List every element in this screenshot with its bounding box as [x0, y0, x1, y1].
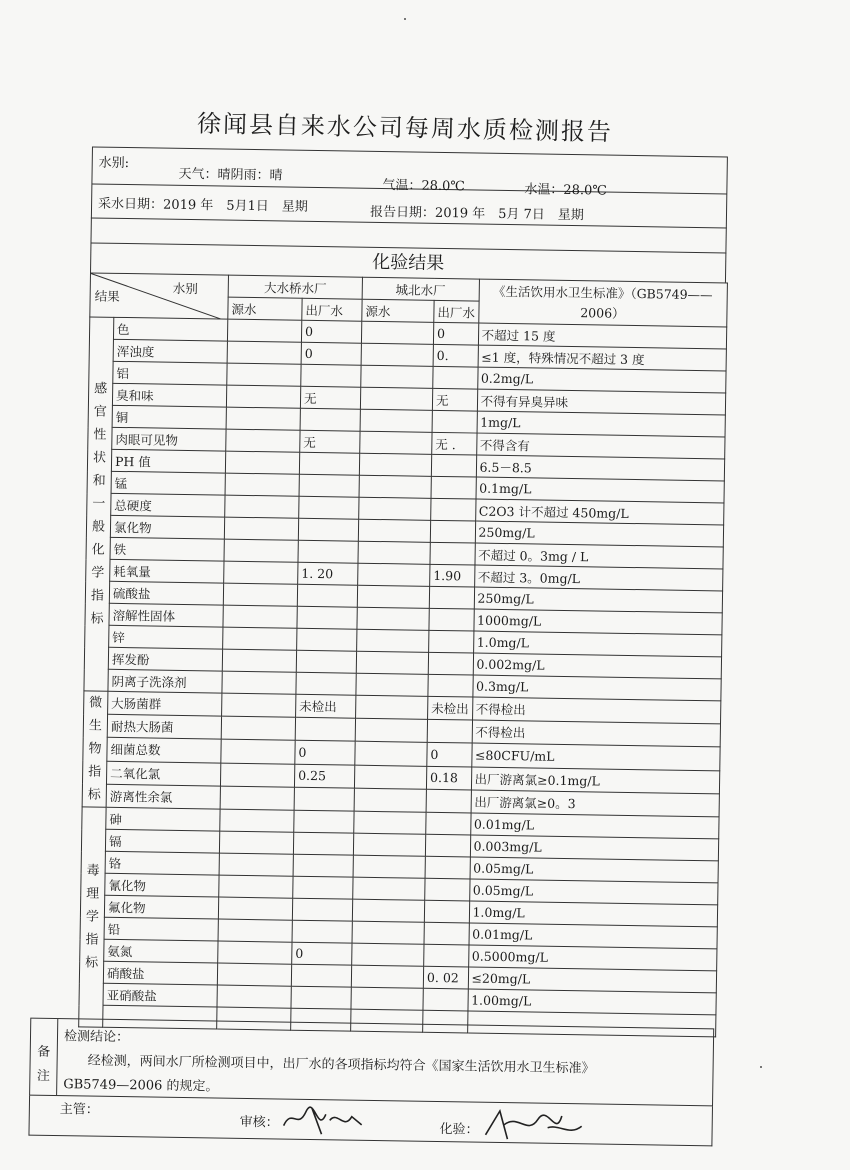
weather-field: 天气：晴阴雨：晴: [178, 166, 283, 184]
value-cell: [292, 920, 352, 943]
value-cell: [426, 812, 471, 835]
value-cell: 无: [300, 430, 360, 453]
value-cell: [227, 319, 301, 342]
value-cell: [360, 387, 432, 410]
value-cell: 0. 02: [423, 966, 468, 989]
standard-cell: 0.05mg/L: [469, 879, 717, 905]
value-cell: 0: [295, 741, 355, 765]
value-cell: [353, 877, 425, 900]
item-name: 二氧化氯: [106, 761, 220, 786]
item-name: 氰化物: [105, 873, 219, 897]
standard-cell: 0.2mg/L: [477, 367, 725, 393]
group-label: 毒理学指标: [79, 807, 106, 1027]
value-cell: 无: [432, 388, 477, 411]
value-cell: [431, 454, 476, 477]
results-table: [78, 272, 727, 1037]
value-cell: [222, 693, 296, 717]
conclusion-line-2: GB5749—2006 的规定。: [63, 1077, 219, 1095]
conclusion-line-1: 经检测，两间水厂所检测项目中，出厂水的各项指标均符合《国家生活饮用水卫生标准》: [87, 1053, 595, 1077]
value-cell: [299, 496, 359, 519]
value-cell: [222, 671, 296, 694]
value-cell: [219, 831, 293, 854]
value-cell: [351, 987, 423, 1010]
value-cell: [223, 583, 297, 606]
value-cell: [218, 919, 292, 942]
value-cell: [227, 363, 301, 386]
item-name: 游离性余氯: [106, 784, 220, 809]
value-cell: [360, 409, 432, 432]
remarks-box: [29, 1018, 714, 1107]
value-cell: [428, 652, 473, 675]
standard-cell: 不超过 15 度: [478, 323, 726, 349]
value-cell: [358, 541, 430, 564]
standard-cell: 0.05mg/L: [470, 857, 718, 883]
water-type-label: 水别:: [98, 155, 130, 172]
value-cell: [218, 941, 292, 964]
conclusion-label: 检测结论：: [63, 1029, 130, 1046]
standard-cell: 不得有异臭异味: [477, 389, 725, 415]
value-cell: [361, 321, 433, 344]
value-cell: [220, 763, 294, 787]
standard-cell: ≤80CFU/mL: [471, 743, 719, 770]
value-cell: [221, 716, 295, 740]
section-title: 化验结果: [90, 242, 726, 282]
reviewer-label: 审核：: [239, 1114, 279, 1131]
corner-sample-label: 水别: [172, 280, 198, 297]
standard-cell: 6.5－8.5: [476, 455, 724, 481]
value-cell: [353, 833, 425, 856]
standard-cell: 1.00mg/L: [467, 989, 715, 1015]
value-cell: [354, 788, 426, 812]
value-cell: [424, 900, 469, 923]
value-cell: [356, 695, 428, 719]
value-cell: [293, 854, 353, 877]
report-date-field: 报告日期：2019 年 5月 7日 星期: [369, 204, 584, 224]
value-cell: 0.: [433, 344, 478, 367]
item-name: 铜: [112, 405, 226, 429]
value-cell: [297, 584, 357, 607]
value-cell: [428, 674, 473, 697]
value-cell: [225, 473, 299, 496]
value-cell: [425, 856, 470, 879]
item-name: 耗氧量: [110, 559, 224, 583]
value-cell: [296, 672, 356, 695]
item-name: 色: [113, 317, 227, 341]
value-cell: [291, 986, 351, 1009]
value-cell: [424, 922, 469, 945]
standard-cell: 0.01mg/L: [470, 813, 718, 839]
report-title: 徐闻县自来水公司每周水质检测报告: [196, 109, 614, 147]
plant-header-chengbei: 城北水厂: [362, 277, 479, 301]
standard-cell: 出厂游离氯≥0.1mg/L: [471, 767, 719, 794]
value-cell: [226, 407, 300, 430]
standard-cell: 1.0mg/L: [469, 901, 717, 927]
value-cell: [220, 786, 294, 810]
value-cell: [295, 717, 355, 741]
value-cell: [296, 650, 356, 673]
value-cell: [293, 832, 353, 855]
standard-cell: 1.0mg/L: [473, 631, 721, 657]
value-cell: [356, 651, 428, 674]
value-cell: [301, 364, 361, 387]
value-cell: [223, 605, 297, 628]
item-name: 锰: [111, 471, 225, 495]
value-cell: [291, 964, 351, 987]
corner-result-label: 结果: [94, 288, 120, 304]
value-cell: [223, 627, 297, 650]
value-cell: [299, 474, 359, 497]
item-name: 挥发酚: [108, 647, 222, 671]
standard-cell: 不超过 0。3mg / L: [474, 543, 722, 569]
value-cell: [227, 341, 301, 364]
value-cell: [226, 429, 300, 452]
value-cell: [219, 875, 293, 898]
value-cell: [360, 431, 432, 454]
value-cell: [293, 876, 353, 899]
item-name: 硫酸盐: [109, 581, 223, 605]
value-cell: [352, 921, 424, 944]
item-name: 臭和味: [112, 383, 226, 407]
air-temp-field: 气温：28.0℃: [382, 178, 466, 195]
value-cell: [429, 608, 474, 631]
value-cell: [429, 630, 474, 653]
value-cell: [217, 985, 291, 1008]
value-cell: [222, 649, 296, 672]
value-cell: [354, 765, 426, 789]
value-cell: [361, 365, 433, 388]
value-cell: [353, 855, 425, 878]
value-cell: [297, 606, 357, 629]
value-cell: [351, 965, 423, 988]
value-cell: [220, 809, 294, 832]
value-cell: [426, 789, 471, 813]
value-cell: 无: [300, 386, 360, 409]
value-cell: 未检出: [428, 696, 473, 720]
standard-cell: 250mg/L: [475, 521, 723, 547]
value-cell: [359, 497, 431, 520]
value-cell: 1.90: [430, 564, 475, 587]
value-cell: [358, 563, 430, 586]
value-cell: [356, 673, 428, 696]
item-name: 铝: [113, 361, 227, 385]
value-cell: [358, 519, 430, 542]
value-cell: [218, 897, 292, 920]
value-cell: 1. 20: [298, 562, 358, 585]
value-cell: 0: [301, 342, 361, 365]
item-name: 铁: [110, 537, 224, 561]
value-cell: [354, 811, 426, 834]
standard-cell: 1000mg/L: [473, 609, 721, 635]
standard-cell: 0.003mg/L: [470, 835, 718, 861]
value-cell: 未检出: [296, 694, 356, 718]
item-name: 大肠菌群: [108, 691, 222, 716]
value-cell: [298, 540, 358, 563]
group-label: 感官性状和一般化学指标: [84, 317, 114, 691]
item-name: 亚硝酸盐: [103, 983, 217, 1007]
value-cell: [352, 899, 424, 922]
standard-cell: 不得检出: [472, 697, 720, 724]
standard-cell: 0.5000mg/L: [468, 945, 716, 971]
reviewer-signature: [277, 1100, 368, 1141]
value-cell: [430, 520, 475, 543]
item-name: 氨氮: [104, 939, 218, 963]
value-cell: [431, 476, 476, 499]
item-name: 肉眼可见物: [112, 427, 226, 451]
value-cell: [294, 787, 354, 811]
value-cell: [357, 629, 429, 652]
value-cell: [299, 452, 359, 475]
sub-header-raw-2: 源水: [362, 299, 434, 322]
standard-cell: 0.002mg/L: [473, 653, 721, 679]
value-cell: [352, 943, 424, 966]
sub-header-out-2: 出厂水: [434, 300, 479, 323]
value-cell: [224, 561, 298, 584]
sub-header-raw-1: 源水: [228, 297, 302, 320]
value-cell: 0: [433, 322, 478, 345]
standard-cell: 1mg/L: [477, 411, 725, 437]
value-cell: [357, 585, 429, 608]
value-cell: [225, 495, 299, 518]
item-name: 砷: [106, 807, 220, 831]
value-cell: [424, 944, 469, 967]
value-cell: [361, 343, 433, 366]
standard-cell: 0.01mg/L: [469, 923, 717, 949]
value-cell: [224, 517, 298, 540]
value-cell: [219, 853, 293, 876]
value-cell: [355, 718, 427, 742]
tester-label: 化验：: [439, 1122, 479, 1138]
value-cell: [217, 963, 291, 986]
value-cell: [359, 453, 431, 476]
value-cell: [355, 742, 427, 766]
value-cell: [221, 739, 295, 763]
table-corner-cell: [90, 273, 229, 319]
value-cell: [300, 408, 360, 431]
value-cell: [226, 385, 300, 408]
item-name: 细菌总数: [107, 738, 221, 763]
plant-header-dashuiqiao: 大水桥水厂: [228, 275, 362, 299]
standard-cell: ≤1 度，特殊情况不超过 3 度: [478, 345, 726, 371]
group-label: 微生物指标: [82, 691, 108, 807]
water-temp-field: 水温：28.0℃: [524, 182, 607, 199]
value-cell: [425, 834, 470, 857]
standard-cell: 250mg/L: [474, 587, 722, 613]
standard-cell: 0.1mg/L: [476, 477, 724, 503]
value-cell: 0: [292, 942, 352, 965]
item-name: 镉: [105, 829, 219, 853]
value-cell: [292, 898, 352, 921]
standard-header: 《生活饮用水卫生标准》（GB5749——2006）: [478, 279, 727, 327]
value-cell: [297, 628, 357, 651]
item-name: 浑浊度: [113, 339, 227, 363]
item-name: 锌: [109, 625, 223, 649]
standard-cell: 不超过 3。0mg/L: [474, 565, 722, 591]
standard-cell: 不得含有: [476, 433, 724, 459]
item-name: 溶解性固体: [109, 603, 223, 627]
value-cell: 0.18: [426, 766, 471, 790]
remarks-label: 备注: [36, 1044, 51, 1084]
value-cell: [359, 475, 431, 498]
value-cell: 0: [301, 320, 361, 343]
scan-speck: [760, 1066, 762, 1068]
standard-cell: 0.3mg/L: [472, 675, 720, 701]
value-cell: [429, 586, 474, 609]
item-name: 耐热大肠菌: [107, 714, 221, 739]
scan-speck: [404, 18, 406, 20]
value-cell: 0.25: [294, 764, 354, 788]
value-cell: [224, 539, 298, 562]
item-name: PH 值: [111, 449, 225, 473]
value-cell: [427, 719, 472, 743]
value-cell: [298, 518, 358, 541]
value-cell: [225, 451, 299, 474]
item-name: 硝酸盐: [103, 961, 217, 985]
value-cell: [432, 410, 477, 433]
item-name: 氯化物: [110, 515, 224, 539]
value-cell: 0: [427, 743, 472, 767]
standard-cell: ≤20mg/L: [468, 967, 716, 993]
value-cell: 无 .: [432, 432, 477, 455]
report-sheet: [36, 146, 737, 1146]
supervisor-label: 主管：: [59, 1102, 99, 1118]
sample-date-field: 采水日期：2019 年 5月1日 星期: [97, 196, 308, 215]
value-cell: [433, 366, 478, 389]
value-cell: [425, 878, 470, 901]
value-cell: [294, 810, 354, 833]
value-cell: [430, 542, 475, 565]
standard-cell: 出厂游离氯≥0。3: [471, 790, 719, 817]
value-cell: [357, 607, 429, 630]
standard-cell: 不得检出: [472, 720, 720, 747]
standard-cell: C2O3 计不超过 450mg/L: [475, 499, 723, 525]
value-cell: [431, 498, 476, 521]
item-name: 阴离子洗涤剂: [108, 669, 222, 693]
tester-signature: [477, 1105, 588, 1147]
item-name: 总硬度: [111, 493, 225, 517]
item-name: 铅: [104, 917, 218, 941]
item-name: 铬: [105, 851, 219, 875]
sub-header-out-1: 出厂水: [302, 298, 362, 321]
value-cell: [423, 988, 468, 1011]
item-name: 氟化物: [104, 895, 218, 919]
